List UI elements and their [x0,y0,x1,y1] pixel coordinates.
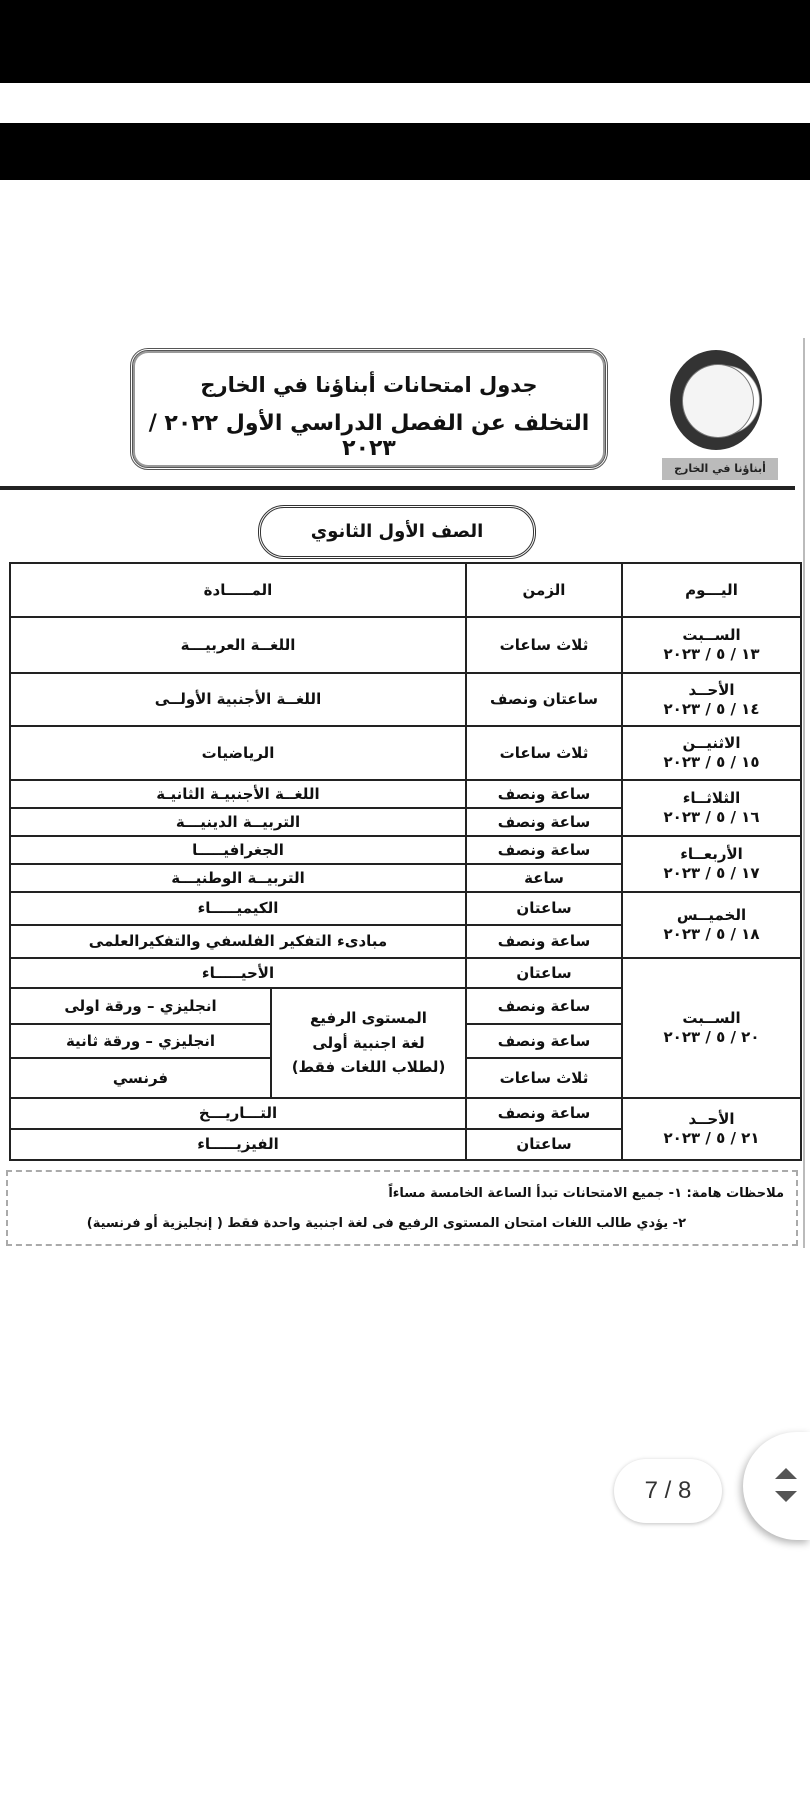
title-box [130,348,608,470]
time-cell: ثلاث ساعات [466,1058,622,1098]
page-scroll-button[interactable] [743,1432,810,1540]
table-row [10,617,801,673]
day-date: ١٤ / ٥ / ٢٠٢٣ [663,699,760,718]
note-1: ملاحظات هامة: ١- جميع الامتحانات تبدأ الساعة الخامسة مساءاً [388,1186,784,1201]
subject-cell: الفيزيـــــاء [10,1129,466,1160]
grade-label: الصف الأول الثانوي [258,505,536,559]
subject-cell: التربيــة الدينيـــة [10,808,466,836]
page-indicator: 7 / 8 [614,1459,722,1523]
day-cell [622,836,801,892]
time-cell: ساعتان [466,958,622,988]
day-name: الســبت [682,1009,741,1028]
notes-box [6,1170,798,1246]
time-cell: ساعة ونصف [466,925,622,958]
header-time: الزمن [466,563,622,617]
exam-schedule-table [9,562,802,1161]
time-cell: ساعة ونصف [466,836,622,864]
table-row [10,726,801,780]
subject-cell: التربيــة الوطنيـــة [10,864,466,892]
time-cell: ساعة [466,864,622,892]
ministry-logo [650,350,790,495]
table-header [10,563,801,617]
day-name: الأحــد [688,1110,735,1129]
time-cell: ساعتان [466,1129,622,1160]
day-name: الأربعــاء [680,845,743,864]
top-status-bar [0,0,810,83]
day-cell [622,892,801,958]
subject-cell: اللغــة الأجنبيـة الثانيـة [10,780,466,808]
group-label-line: (لطلاب اللغات فقط) [291,1058,446,1077]
day-cell [622,726,801,780]
day-cell [622,673,801,726]
day-name: الاثنيــن [682,734,741,753]
day-date: ٢٠ / ٥ / ٢٠٢٣ [663,1028,760,1046]
time-cell: ساعة ونصف [466,988,622,1024]
time-cell: ساعة ونصف [466,1098,622,1129]
subject-cell: انجليزي – ورقة ثانية [10,1024,271,1058]
subject-cell: الرياضيات [10,726,466,780]
table-row [10,836,801,864]
viewer-toolbar [0,123,810,180]
day-cell [622,780,801,836]
page-edge [803,338,805,1248]
time-cell: ثلاث ساعات [466,617,622,673]
subject-cell: اللغــة العربيـــة [10,617,466,673]
day-cell [622,617,801,673]
subject-cell: الكيميـــــاء [10,892,466,925]
subject-cell: اللغــة الأجنبية الأولــى [10,673,466,726]
group-label-line: المستوى الرفيع [310,1008,427,1027]
time-cell: ساعتان [466,892,622,925]
subject-cell: الجغرافيـــــا [10,836,466,864]
time-cell: ساعتان ونصف [466,673,622,726]
subject-cell: انجليزي – ورقة اولى [10,988,271,1024]
time-cell: ساعة ونصف [466,780,622,808]
table-row [10,892,801,925]
table-row [10,673,801,726]
table-row [10,958,801,988]
note-2: ٢- يؤدي طالب اللغات امتحان المستوى الرفيع فى لغة اجنبية واحدة فقط ( إنجليزية أو فرنسية) [86,1216,686,1231]
subject-cell: مبادىء التفكير الفلسفي والتفكيرالعلمى [10,925,466,958]
table-row [10,780,801,808]
advanced-level-group-cell [271,988,466,1098]
seal-icon [682,364,754,438]
group-label-line: لغة اجنبية أولى [312,1033,425,1052]
document-title: جدول امتحانات أبناؤنا في الخارج [200,373,538,397]
time-cell: ساعة ونصف [466,1024,622,1058]
day-name: الخميــس [676,906,747,925]
divider [0,486,795,490]
arrow-down-icon [775,1491,797,1502]
logo-label: أبناؤنا في الخارج [662,458,778,480]
subject-cell: فرنسي [10,1058,271,1098]
day-name: الأحــد [688,680,735,699]
table-row [10,1098,801,1129]
arrow-up-icon [775,1468,797,1479]
day-name: الســبت [682,626,741,645]
header-subject: المـــــادة [10,563,466,617]
day-cell [622,958,801,1098]
day-date: ٢١ / ٥ / ٢٠٢٣ [663,1129,760,1147]
day-date: ١٥ / ٥ / ٢٠٢٣ [663,753,760,771]
header-day: اليـــوم [622,563,801,617]
subject-cell: التـــاريـــخ [10,1098,466,1129]
day-name: الثلاثــاء [682,789,741,808]
day-cell [622,1098,801,1160]
document-subtitle: التخلف عن الفصل الدراسي الأول ٢٠٢٢ / ٢٠٢٣ [148,411,590,461]
day-date: ١٦ / ٥ / ٢٠٢٣ [663,808,760,826]
day-date: ١٧ / ٥ / ٢٠٢٣ [663,864,760,882]
subject-cell: الأحيـــــاء [10,958,466,988]
time-cell: ثلاث ساعات [466,726,622,780]
day-date: ١٣ / ٥ / ٢٠٢٣ [663,645,760,663]
time-cell: ساعة ونصف [466,808,622,836]
day-date: ١٨ / ٥ / ٢٠٢٣ [663,925,760,943]
